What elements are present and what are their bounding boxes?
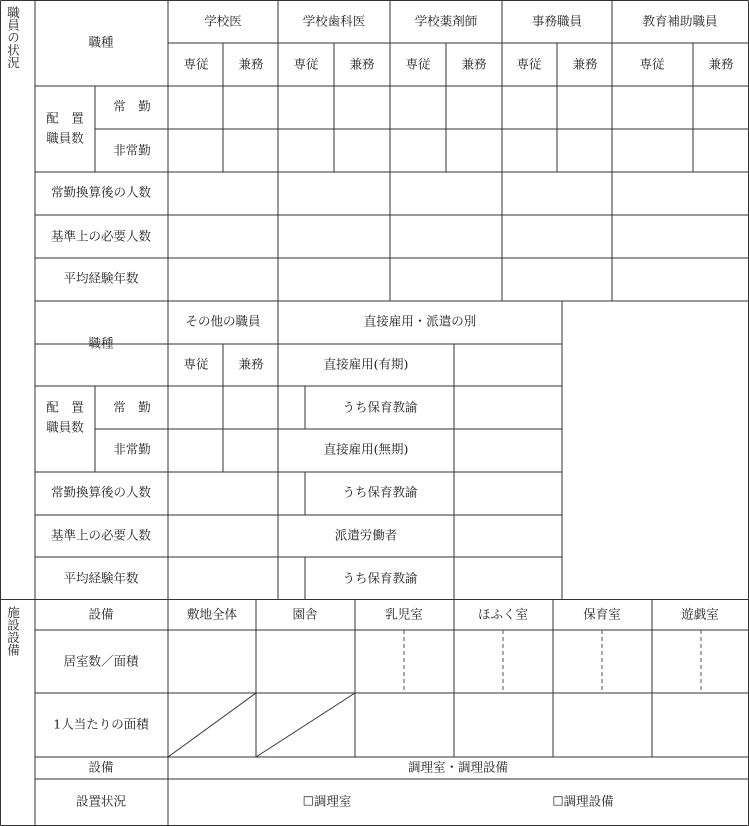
column-group-header: 学校医 [204, 13, 242, 29]
sub-header-senju: 専従 [293, 56, 319, 72]
direct-header: 直接雇用・派遣の別 [363, 313, 477, 329]
sub-header-kenmu: 兼務 [349, 56, 375, 72]
kitchen-label: 調理室・調理設備 [407, 759, 509, 775]
uchi-label: うち保育教諭 [342, 484, 418, 500]
column-group-header: 学校歯科医 [302, 13, 366, 29]
other-staff-header: その他の職員 [185, 313, 261, 329]
setsubi-label: 設備 [88, 759, 114, 775]
checkbox-kitchen: ☐調理室 [302, 793, 352, 809]
section1-title: 職員の状況 [5, 6, 21, 69]
column-group-header: 学校薬剤師 [414, 13, 478, 29]
row-label: 常勤換算後の人数 [50, 184, 152, 200]
column-group-header: 教育補助職員 [642, 13, 718, 29]
uchi-label: うち保育教諭 [342, 399, 418, 415]
hijokin-label: 非常勤 [113, 142, 151, 158]
row-label: 常勤換算後の人数 [50, 484, 152, 500]
yuki-label: 直接雇用(有期) [323, 356, 409, 372]
column-group-header: 事務職員 [531, 13, 583, 29]
uchi-label: うち保育教諭 [342, 570, 418, 586]
grid-line [256, 693, 355, 757]
row-label: 平均経験年数 [63, 570, 139, 586]
facility-header: 遊戯室 [681, 606, 719, 622]
jokin-label: 常 勤 [113, 399, 151, 415]
haichi-label: 配 置 [46, 399, 84, 415]
sub-header-senju: 専従 [183, 56, 209, 72]
row-label: 平均経験年数 [63, 270, 139, 286]
shokushu-label: 職種 [88, 335, 114, 351]
facility-header: 保育室 [583, 606, 621, 622]
sub-header-kenmu: 兼務 [238, 56, 264, 72]
per-person-label: 1人当たりの面積 [53, 716, 149, 732]
room-area-label: 居室数／面積 [63, 653, 139, 669]
sub-header-kenmu: 兼務 [238, 356, 264, 372]
checkbox-kitchen-equipment: ☐調理設備 [552, 793, 614, 809]
row-label: 基準上の必要人数 [50, 527, 152, 543]
haichi-label: 職員数 [46, 419, 84, 435]
status-label: 設置状況 [75, 793, 127, 809]
sub-header-kenmu: 兼務 [708, 56, 734, 72]
muki-label: 直接雇用(無期) [323, 441, 409, 457]
shokushu-label: 職種 [88, 34, 114, 50]
grid-line [168, 693, 256, 757]
facility-header: ほふく室 [477, 606, 529, 622]
section3-title: 施設設備 [5, 606, 21, 656]
hijokin-label: 非常勤 [113, 441, 151, 457]
sub-header-senju: 専従 [405, 56, 431, 72]
facility-header: 敷地全体 [186, 606, 238, 622]
haichi-label: 配 置 [46, 110, 84, 126]
sub-header-kenmu: 兼務 [461, 56, 487, 72]
setsubi-label: 設備 [88, 606, 114, 622]
row-label: 基準上の必要人数 [50, 228, 152, 244]
facility-header: 園舎 [292, 606, 318, 622]
sub-header-senju: 専従 [516, 56, 542, 72]
sub-header-senju: 専従 [183, 356, 209, 372]
haichi-label: 職員数 [46, 130, 84, 146]
facility-header: 乳児室 [385, 606, 423, 622]
haken-label: 派遣労働者 [334, 527, 398, 543]
jokin-label: 常 勤 [113, 98, 151, 114]
sub-header-senju: 専従 [639, 56, 665, 72]
sub-header-kenmu: 兼務 [572, 56, 598, 72]
table-text [6, 6, 734, 809]
